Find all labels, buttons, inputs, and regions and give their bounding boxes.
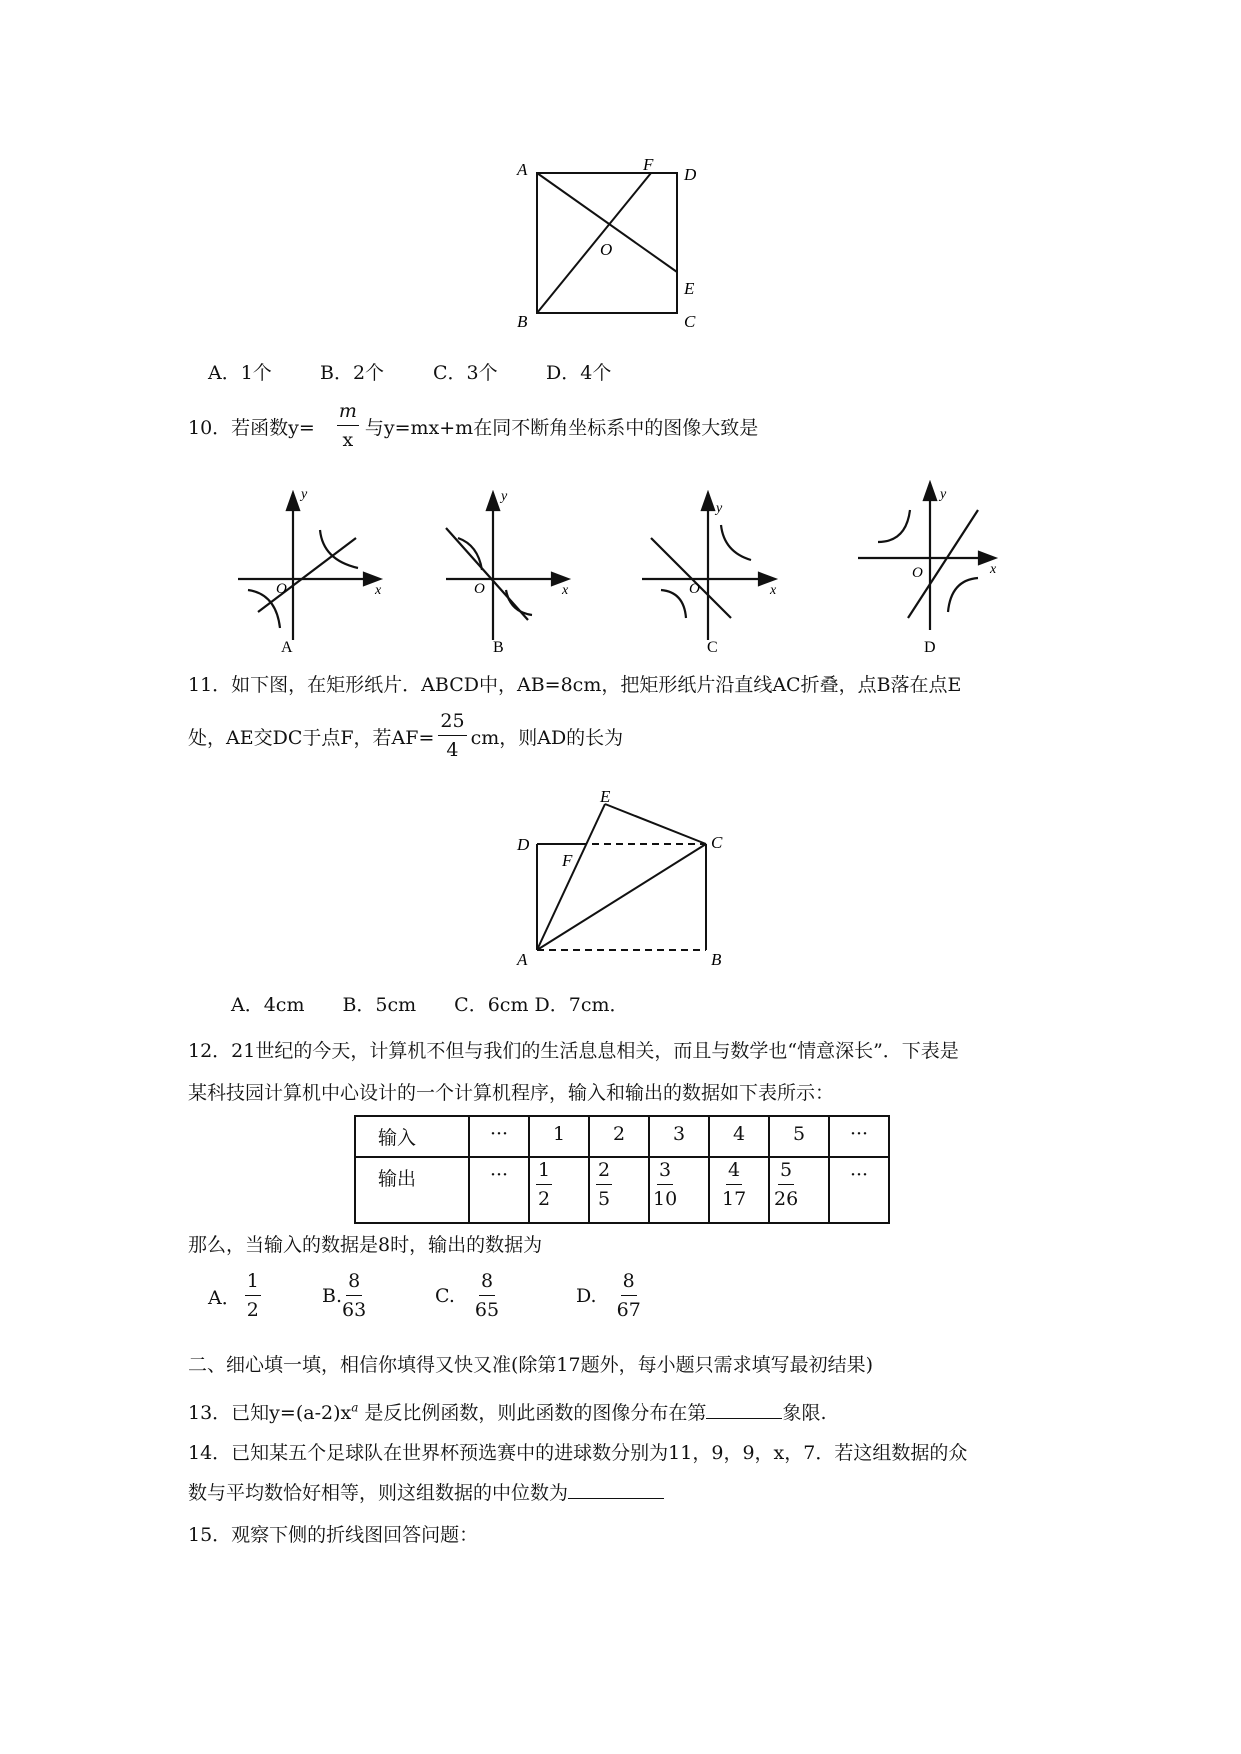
q12-out-den: 2 bbox=[538, 1188, 551, 1210]
q12-out-den: 5 bbox=[598, 1188, 611, 1210]
q12-out-den: 26 bbox=[774, 1188, 799, 1210]
q13-exponent: a bbox=[351, 1400, 359, 1415]
q10-prefix: 10．若函数y= bbox=[188, 416, 315, 439]
q11-label-f: F bbox=[562, 851, 573, 870]
q12-option-b bbox=[322, 1272, 366, 1320]
q9-option-d: D．4个 bbox=[546, 362, 612, 384]
q9-label-o: O bbox=[600, 240, 613, 259]
q13-question bbox=[188, 1398, 826, 1425]
q10c-y-label: y bbox=[716, 501, 723, 516]
q12-input-row bbox=[355, 1116, 889, 1157]
q12-option-c-den: 65 bbox=[474, 1299, 500, 1321]
q12-out-num: 2 bbox=[596, 1161, 612, 1185]
q10c-origin-label: O bbox=[689, 581, 700, 597]
q9-label-a: A bbox=[517, 160, 528, 179]
q12-question: 那么，当输入的数据是8时，输出的数据为 bbox=[188, 1234, 543, 1256]
q14-line1: 14．已知某五个足球队在世界杯预选赛中的进球数分别为11，9，9，x，7．若这组数据的众 bbox=[188, 1442, 968, 1464]
q12-input-cell: 2 bbox=[589, 1116, 649, 1157]
q10d-y-label: y bbox=[940, 487, 947, 502]
q12-out-num: 5 bbox=[778, 1161, 794, 1185]
q12-option-a-label: A． bbox=[208, 1286, 241, 1309]
q10b-origin-label: O bbox=[474, 581, 485, 597]
q12-option-d-num: 8 bbox=[621, 1272, 637, 1296]
q13-answer-blank[interactable] bbox=[706, 1418, 782, 1419]
q10c-caption: C bbox=[707, 639, 718, 656]
q12-input-ellipsis-left: ··· bbox=[469, 1116, 529, 1157]
q11-fraction bbox=[438, 712, 466, 760]
q10b-y-label: y bbox=[501, 490, 508, 504]
q12-option-a bbox=[208, 1272, 261, 1320]
q12-out-num: 4 bbox=[726, 1161, 742, 1185]
q9-label-b: B bbox=[517, 312, 528, 331]
q12-out-num: 1 bbox=[536, 1161, 552, 1185]
q12-output-label: 输出 bbox=[355, 1157, 469, 1223]
q11-label-e: E bbox=[600, 790, 611, 806]
q12-option-c-num: 8 bbox=[479, 1272, 495, 1296]
q12-input-cell: 3 bbox=[649, 1116, 709, 1157]
q12-option-c bbox=[435, 1272, 499, 1320]
q10b-x-label: x bbox=[562, 583, 569, 598]
q10a-x-label: x bbox=[375, 583, 382, 598]
q12-option-d-den: 67 bbox=[616, 1299, 641, 1321]
q13-prefix: 13．已知y=(a-2)x bbox=[188, 1402, 352, 1424]
q13-suffix: 象限. bbox=[782, 1402, 827, 1424]
q9-label-f: F bbox=[643, 155, 654, 174]
q14-answer-blank[interactable] bbox=[568, 1498, 664, 1499]
q10-fraction bbox=[337, 402, 359, 450]
q11-label-c: C bbox=[711, 833, 723, 852]
q9-label-c: C bbox=[684, 312, 696, 331]
section2-title: 二、细心填一填，相信你填得又快又准(除第17题外，每小题只需求填写最初结果) bbox=[188, 1354, 874, 1376]
q12-option-a-num: 1 bbox=[245, 1272, 261, 1296]
q12-output-cell bbox=[649, 1157, 709, 1223]
q12-option-d-label: D. bbox=[576, 1285, 597, 1307]
q10d-origin-label: O bbox=[912, 565, 923, 581]
q11-label-b: B bbox=[711, 950, 722, 969]
q12-input-cell: 1 bbox=[529, 1116, 589, 1157]
q10-suffix: 与y=mx+m在同不断角坐标系中的图像大致是 bbox=[364, 416, 759, 439]
q9-option-a: A．1个 bbox=[208, 362, 272, 384]
q10-graph-b bbox=[436, 490, 606, 660]
q10-graph-d bbox=[848, 480, 1018, 660]
q9-square-figure bbox=[515, 155, 725, 335]
q13-middle: 是反比例函数，则此函数的图像分布在第 bbox=[364, 1402, 707, 1424]
q12-input-label: 输入 bbox=[355, 1116, 469, 1157]
q12-out-den: 10 bbox=[653, 1188, 678, 1210]
q12-output-ellipsis-left: ··· bbox=[469, 1157, 529, 1223]
q12-input-cell: 4 bbox=[709, 1116, 769, 1157]
q10d-x-label: x bbox=[990, 562, 997, 577]
q12-option-a-den: 2 bbox=[246, 1299, 259, 1321]
q11-frac-den: 4 bbox=[446, 739, 459, 761]
q12-line1: 12．21世纪的今天，计算机不但与我们的生活息息相关，而且与数学也“情意深长”．下表是 bbox=[188, 1040, 959, 1062]
q11-line2-prefix: 处，AE交DC于点F，若AF= bbox=[188, 726, 435, 749]
q12-input-cell: 5 bbox=[769, 1116, 829, 1157]
q10a-caption: A bbox=[281, 639, 293, 656]
q11-fold-figure bbox=[515, 790, 735, 970]
q12-output-cell bbox=[769, 1157, 829, 1223]
q10a-origin-label: O bbox=[276, 581, 287, 597]
q11-line1: 11．如下图，在矩形纸片．ABCD中，AB=8cm，把矩形纸片沿直线AC折叠，点B落在点E bbox=[188, 674, 962, 696]
q10-graph-a bbox=[228, 490, 398, 660]
q12-line2: 某科技园计算机中心设计的一个计算机程序，输入和输出的数据如下表所示： bbox=[188, 1082, 835, 1104]
q12-output-cell bbox=[529, 1157, 589, 1223]
q12-out-num: 3 bbox=[657, 1161, 673, 1185]
q9-label-d: D bbox=[684, 165, 697, 184]
q10a-y-label: y bbox=[301, 490, 308, 502]
q11-label-a: A bbox=[517, 950, 528, 969]
q12-output-cell bbox=[589, 1157, 649, 1223]
q11-line2-suffix: cm，则AD的长为 bbox=[470, 726, 624, 749]
q9-option-c: C．3个 bbox=[433, 362, 498, 384]
q11-line2 bbox=[188, 712, 623, 760]
q12-output-cell bbox=[709, 1157, 769, 1223]
q10-frac-den: x bbox=[342, 429, 354, 451]
q10-frac-num: m bbox=[337, 402, 359, 426]
q12-input-ellipsis-right: ··· bbox=[829, 1116, 889, 1157]
q12-output-row bbox=[355, 1157, 889, 1223]
q12-io-table bbox=[354, 1115, 890, 1224]
q14-line2 bbox=[188, 1478, 664, 1505]
q12-out-den: 17 bbox=[722, 1188, 747, 1210]
q15-question: 15．观察下侧的折线图回答问题： bbox=[188, 1524, 479, 1546]
q10-question bbox=[188, 402, 758, 450]
q11-frac-num: 25 bbox=[438, 712, 466, 736]
q12-option-b-num: 8 bbox=[346, 1272, 362, 1296]
q10b-caption: B bbox=[493, 639, 504, 656]
q12-option-b-label: B. bbox=[322, 1285, 343, 1307]
q12-option-b-den: 63 bbox=[342, 1299, 367, 1321]
q9-label-e: E bbox=[684, 279, 695, 298]
q11-options: A．4cm B．5cm C．6cm D．7cm． bbox=[231, 994, 629, 1016]
q9-option-b: B．2个 bbox=[320, 362, 385, 384]
q10-graph-c bbox=[636, 490, 806, 660]
q12-output-ellipsis-right: ··· bbox=[829, 1157, 889, 1223]
q12-option-d bbox=[576, 1272, 641, 1320]
q12-option-c-label: C. bbox=[435, 1285, 455, 1307]
q14-line2-text: 数与平均数恰好相等，则这组数据的中位数为 bbox=[188, 1482, 569, 1504]
q11-label-d: D bbox=[517, 835, 530, 854]
q10d-caption: D bbox=[924, 639, 936, 656]
q10c-x-label: x bbox=[770, 583, 777, 598]
